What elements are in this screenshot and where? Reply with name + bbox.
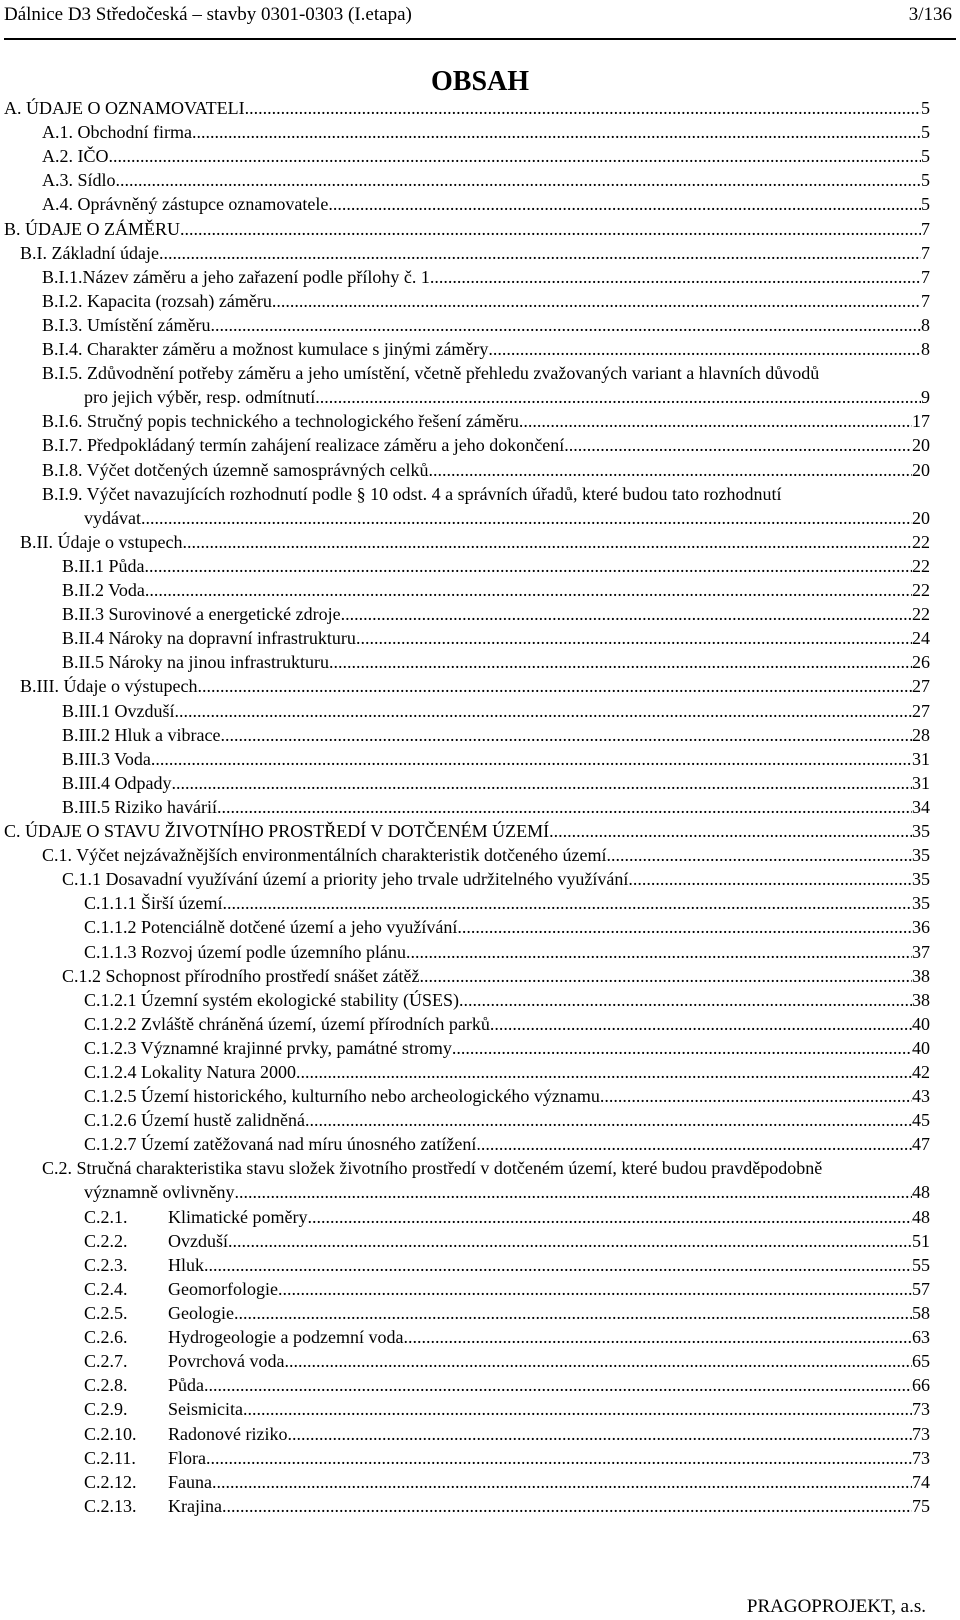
- toc-page-number: 38: [912, 989, 930, 1010]
- toc-entry[interactable]: [0, 1132, 960, 1156]
- toc-page-number: 73: [912, 1399, 930, 1420]
- toc-page-number: 20: [912, 507, 930, 528]
- toc-entry[interactable]: [0, 843, 960, 867]
- toc-page-number: 74: [912, 1471, 930, 1492]
- dot-leader: [429, 458, 912, 482]
- dot-leader: [452, 1036, 912, 1060]
- toc-title: OBSAH: [430, 66, 530, 97]
- dot-leader: [457, 915, 912, 939]
- toc-entry-text: B.III.4 Odpady: [62, 772, 172, 793]
- toc-entry-text: B.II.4 Nároky na dopravní infrastrukturu: [62, 628, 356, 649]
- toc-entry-text: A. ÚDAJE O OZNAMOVATELI: [4, 98, 245, 118]
- toc-entry-text: C.2. Stručná charakteristika stavu složek životního prostředí v dotčeném území, které budou pravděpodobně: [42, 1158, 823, 1179]
- toc-entry-text: A.4. Oprávněný zástupce oznamovatele: [42, 194, 329, 215]
- toc-page-number: 35: [912, 821, 930, 841]
- toc-entry-text: B.I.8. Výčet dotčených územně samosprávných celků: [42, 459, 429, 480]
- dot-leader: [151, 747, 912, 771]
- toc-entry-text: B.II. Údaje o vstupech: [20, 531, 183, 552]
- toc-entry-text: C.1.2.5 Území historického, kulturního nebo archeologického významu: [84, 1086, 600, 1107]
- toc-entry-text: A.3. Sídlo: [42, 170, 116, 191]
- toc-entry-text: B.I.2. Kapacita (rozsah) záměru: [42, 290, 272, 311]
- toc-page-number: 22: [912, 604, 930, 625]
- dot-leader: [600, 1084, 912, 1108]
- toc-entry[interactable]: [0, 988, 960, 1012]
- toc-entry[interactable]: [0, 1325, 960, 1349]
- toc-page-number: 34: [912, 796, 930, 817]
- toc-page-number: 36: [912, 917, 930, 938]
- toc-entry[interactable]: [0, 674, 960, 698]
- toc-entry[interactable]: [0, 1253, 960, 1277]
- toc-entry-continuation: vydávat: [84, 507, 141, 528]
- toc-entry[interactable]: [0, 458, 960, 482]
- dot-leader: [182, 530, 912, 554]
- dot-leader: [197, 674, 912, 698]
- toc-entry-text: Fauna: [168, 1471, 212, 1492]
- toc-page-number: 43: [912, 1086, 930, 1107]
- toc-entry-continuation: pro jejich výběr, resp. odmítnutí: [84, 387, 316, 408]
- dot-leader: [307, 1205, 912, 1229]
- dot-leader: [245, 96, 921, 120]
- dot-leader: [419, 964, 912, 988]
- toc-entry[interactable]: [0, 819, 960, 843]
- toc-page-number: 58: [912, 1303, 930, 1323]
- toc-entry-number: C.2.3.: [84, 1254, 128, 1275]
- toc-entry[interactable]: [0, 265, 960, 289]
- toc-entry-text: Geologie: [168, 1303, 234, 1323]
- dot-leader: [328, 192, 921, 216]
- toc-page-number: 27: [912, 676, 930, 697]
- toc-page-number: 51: [912, 1230, 930, 1251]
- toc-entry[interactable]: [0, 1229, 960, 1253]
- toc-entry-text: C.1.2 Schopnost přírodního prostředí snášet zátěž: [62, 965, 420, 986]
- toc-entry-number: C.2.7.: [84, 1351, 128, 1372]
- dot-leader: [488, 337, 921, 361]
- toc-entry-text: Povrchová voda: [168, 1351, 285, 1372]
- dot-leader: [519, 409, 912, 433]
- toc-page-number: 31: [912, 748, 930, 769]
- toc-entry[interactable]: [0, 1397, 960, 1421]
- toc-entry[interactable]: [0, 1156, 960, 1204]
- toc-entry[interactable]: [0, 795, 960, 819]
- toc-entry[interactable]: [0, 747, 960, 771]
- toc-entry[interactable]: [0, 337, 960, 361]
- dot-leader: [145, 578, 912, 602]
- toc-entry[interactable]: [0, 554, 960, 578]
- toc-page-number: 63: [912, 1327, 930, 1348]
- toc-page-number: 35: [912, 893, 930, 914]
- toc-entry[interactable]: [0, 1349, 960, 1373]
- toc-entry[interactable]: [0, 1084, 960, 1108]
- dot-leader: [145, 554, 913, 578]
- toc-entry[interactable]: [0, 1205, 960, 1229]
- toc-page-number: 7: [921, 218, 930, 239]
- toc-entry[interactable]: [0, 1494, 960, 1518]
- toc-page-number: 5: [921, 170, 930, 191]
- dot-leader: [217, 795, 912, 819]
- toc-entry-text: C.1.1.1 Širší území: [84, 893, 223, 914]
- toc-page-number: 26: [912, 652, 930, 673]
- toc-entry-text: C.1.2.3 Významné krajinné prvky, památné stromy: [84, 1037, 452, 1058]
- toc-entry[interactable]: [0, 891, 960, 915]
- toc-page-number: 22: [912, 531, 930, 552]
- toc-entry-text: B.I.3. Umístění záměru: [42, 314, 211, 335]
- toc-entry-text: A.2. IČO: [42, 146, 109, 167]
- toc-entry-number: C.2.13.: [84, 1495, 137, 1516]
- toc-entry-text: C.1.1 Dosavadní využívání území a priority jeho trvale udržitelného využívání: [62, 869, 629, 890]
- toc-page-number: 22: [912, 555, 930, 576]
- toc-entry[interactable]: [0, 1422, 960, 1446]
- toc-entry[interactable]: [0, 1373, 960, 1397]
- toc-entry[interactable]: [0, 217, 960, 241]
- toc-entry[interactable]: [0, 1446, 960, 1470]
- dot-leader: [329, 650, 912, 674]
- toc-entry-text: Ovzduší: [168, 1230, 228, 1251]
- toc-entry-text: Seismicita: [168, 1399, 243, 1420]
- dot-leader: [476, 1132, 912, 1156]
- dot-leader: [220, 723, 912, 747]
- dot-leader: [210, 313, 921, 337]
- toc-page-number: 7: [921, 266, 930, 287]
- dot-leader: [180, 217, 921, 241]
- toc-entry[interactable]: [0, 168, 960, 192]
- toc-entry-text: B.I.9. Výčet navazujících rozhodnutí podle § 10 odst. 4 a správních úřadů, které budou tato rozhodnutí: [42, 483, 782, 504]
- toc-page-number: 73: [912, 1423, 930, 1444]
- toc-entry-text: C.1.2.2 Zvláště chráněná území, území přírodních parků: [84, 1013, 490, 1034]
- toc-entry-text: Půda: [168, 1375, 204, 1396]
- toc-entry[interactable]: [0, 1012, 960, 1036]
- toc-page-number: 7: [921, 290, 930, 311]
- toc-page-number: 5: [921, 194, 930, 215]
- toc-entry[interactable]: [0, 433, 960, 457]
- dot-leader: [278, 1277, 912, 1301]
- toc-page-number: 40: [912, 1013, 930, 1034]
- toc-page-number: 47: [912, 1134, 930, 1155]
- document-title: Dálnice D3 Středočeská – stavby 0301-0303 (I.etapa): [4, 4, 412, 25]
- toc-entry[interactable]: [0, 144, 960, 168]
- toc-entry-text: C.1.2.4 Lokality Natura 2000: [84, 1062, 296, 1082]
- toc-entry[interactable]: [0, 602, 960, 626]
- toc-page-number: 35: [912, 845, 930, 866]
- toc-entry-text: Klimatické poměry: [168, 1206, 308, 1227]
- toc-page-number: 42: [912, 1062, 930, 1082]
- page-header: [4, 4, 956, 40]
- toc-page-number: 55: [912, 1254, 930, 1275]
- footer-company: PRAGOPROJEKT, a.s.: [746, 1596, 926, 1617]
- toc-page-number: 65: [912, 1351, 930, 1372]
- toc-page-number: 5: [921, 146, 930, 167]
- toc-entry[interactable]: [0, 361, 960, 409]
- dot-leader: [234, 1180, 912, 1204]
- toc-entry-text: A.1. Obchodní firma: [42, 122, 192, 143]
- toc-entry[interactable]: [0, 96, 960, 120]
- toc-entry[interactable]: [0, 771, 960, 795]
- toc-entry[interactable]: [0, 1036, 960, 1060]
- dot-leader: [490, 1012, 912, 1036]
- toc-entry[interactable]: [0, 723, 960, 747]
- toc-entry-number: C.2.12.: [84, 1471, 137, 1492]
- toc-entry[interactable]: [0, 1301, 960, 1325]
- toc-entry-text: C.1. Výčet nejzávažnějších environmentálních charakteristik dotčeného území: [42, 845, 607, 866]
- dot-leader: [628, 867, 912, 891]
- dot-leader: [222, 1494, 912, 1518]
- dot-leader: [223, 891, 913, 915]
- toc-entry[interactable]: [0, 289, 960, 313]
- toc-page-number: 35: [912, 869, 930, 890]
- dot-leader: [287, 1422, 912, 1446]
- toc-page-number: 8: [921, 339, 930, 359]
- toc-entry[interactable]: [0, 482, 960, 530]
- toc-entry[interactable]: [0, 650, 960, 674]
- toc-page-number: 75: [912, 1495, 930, 1516]
- toc-page-number: 8: [921, 314, 930, 335]
- toc-entry[interactable]: [0, 867, 960, 891]
- dot-leader: [243, 1397, 912, 1421]
- toc-page-number: 9: [921, 387, 930, 408]
- toc-entry-text: B.II.3 Surovinové a energetické zdroje: [62, 604, 341, 625]
- dot-leader: [296, 1060, 912, 1084]
- dot-leader: [606, 843, 912, 867]
- toc-page-number: 66: [912, 1375, 930, 1396]
- toc-entry-continuation: významně ovlivněny: [84, 1182, 235, 1203]
- toc-entry[interactable]: [0, 578, 960, 602]
- toc-page-number: 5: [921, 98, 930, 118]
- dot-leader: [228, 1229, 912, 1253]
- dot-leader: [204, 1373, 912, 1397]
- toc-entry-text: B.II.1 Půda: [62, 555, 145, 576]
- page-number: 3/136: [908, 4, 952, 25]
- dot-leader: [341, 602, 912, 626]
- toc-entry-text: B.I.4. Charakter záměru a možnost kumulace s jinými záměry: [42, 339, 489, 359]
- toc-entry-text: Krajina: [168, 1495, 222, 1516]
- toc-entry[interactable]: [0, 1108, 960, 1132]
- toc-entry-text: Geomorfologie: [168, 1278, 278, 1299]
- toc-page-number: 24: [912, 628, 930, 649]
- toc-entry[interactable]: [0, 940, 960, 964]
- toc-entry-text: B.II.2 Voda: [62, 580, 145, 600]
- toc-page-number: 40: [912, 1037, 930, 1058]
- toc-entry[interactable]: [0, 964, 960, 988]
- dot-leader: [159, 241, 921, 265]
- dot-leader: [272, 289, 921, 313]
- dot-leader: [406, 940, 912, 964]
- toc-entry-text: Flora: [168, 1447, 206, 1468]
- toc-entry-number: C.2.6.: [84, 1327, 128, 1348]
- dot-leader: [212, 1470, 912, 1494]
- toc-page-number: 48: [912, 1182, 930, 1203]
- toc-entry-text: B. ÚDAJE O ZÁMĚRU: [4, 218, 181, 239]
- toc-entry[interactable]: [0, 241, 960, 265]
- toc-entry-text: Hydrogeologie a podzemní voda: [168, 1327, 404, 1348]
- toc-page-number: 57: [912, 1278, 930, 1299]
- toc-entry-text: B.I. Základní údaje: [20, 242, 159, 263]
- dot-leader: [234, 1301, 912, 1325]
- toc-page-number: 20: [912, 459, 930, 480]
- toc-entry[interactable]: [0, 1060, 960, 1084]
- toc-page-number: 38: [912, 965, 930, 986]
- toc-entry-text: Radonové riziko: [168, 1423, 288, 1444]
- toc-entry-text: C.1.2.1 Územní systém ekologické stability (ÚSES): [84, 989, 459, 1010]
- toc-entry[interactable]: [0, 699, 960, 723]
- toc-entry[interactable]: [0, 915, 960, 939]
- toc-entry-number: C.2.2.: [84, 1230, 128, 1251]
- toc-entry-number: C.2.1.: [84, 1206, 128, 1227]
- toc-entry-number: C.2.8.: [84, 1375, 128, 1396]
- toc-entry-text: B.III.1 Ovzduší: [62, 700, 175, 721]
- toc-entry-text: B.III.5 Riziko havárií: [62, 796, 217, 817]
- dot-leader: [284, 1349, 912, 1373]
- toc-page-number: 17: [912, 411, 930, 432]
- toc-page-number: 48: [912, 1206, 930, 1227]
- toc-entry[interactable]: [0, 120, 960, 144]
- toc-entry-text: Hluk: [168, 1254, 204, 1275]
- toc-entry-number: C.2.10.: [84, 1423, 137, 1444]
- toc-page-number: 31: [912, 772, 930, 793]
- toc-entry-text: C.1.2.7 Území zatěžovaná nad míru únosného zatížení: [84, 1134, 477, 1155]
- toc-entry-text: B.III. Údaje o výstupech: [20, 676, 198, 697]
- dot-leader: [549, 819, 912, 843]
- toc-page-number: 28: [912, 724, 930, 745]
- toc-entry-text: B.I.5. Zdůvodnění potřeby záměru a jeho umístění, včetně přehledu zvažovaných variant a hlavních důvodů: [42, 363, 820, 384]
- toc-entry-number: C.2.11.: [84, 1447, 136, 1468]
- toc-entry[interactable]: [0, 1277, 960, 1301]
- dot-leader: [315, 385, 921, 409]
- toc-page-number: 37: [912, 941, 930, 962]
- dot-leader: [116, 168, 921, 192]
- dot-leader: [171, 771, 912, 795]
- dot-leader: [206, 1446, 912, 1470]
- toc-entry[interactable]: [0, 1470, 960, 1494]
- toc-entry-text: B.III.2 Hluk a vibrace: [62, 724, 221, 745]
- toc-page-number: 45: [912, 1110, 930, 1131]
- toc-entry-text: C.1.1.3 Rozvoj území podle územního plánu: [84, 941, 406, 962]
- dot-leader: [564, 433, 912, 457]
- toc-entry[interactable]: [0, 626, 960, 650]
- toc-entry-number: C.2.4.: [84, 1278, 128, 1299]
- toc-entry[interactable]: [0, 530, 960, 554]
- toc-entry-number: C.2.9.: [84, 1399, 128, 1420]
- toc-page-number: 5: [921, 122, 930, 143]
- toc-entry-text: C.1.2.6 Území hustě zalidněná: [84, 1110, 305, 1131]
- toc-entry[interactable]: [0, 313, 960, 337]
- toc-entry-text: B.I.6. Stručný popis technického a technologického řešení záměru: [42, 411, 519, 432]
- dot-leader: [430, 265, 921, 289]
- dot-leader: [459, 988, 912, 1012]
- toc-page-number: 7: [921, 242, 930, 263]
- dot-leader: [204, 1253, 912, 1277]
- toc-entry-text: C.1.1.2 Potenciálně dotčené území a jeho využívání: [84, 917, 458, 938]
- toc-entry-text: B.II.5 Nároky na jinou infrastrukturu: [62, 652, 329, 673]
- dot-leader: [141, 506, 912, 530]
- toc-entry-text: C. ÚDAJE O STAVU ŽIVOTNÍHO PROSTŘEDÍ V DOTČENÉM ÚZEMÍ: [4, 821, 550, 841]
- toc-entry[interactable]: [0, 409, 960, 433]
- dot-leader: [403, 1325, 912, 1349]
- toc-entry-text: B.I.1.Název záměru a jeho zařazení podle přílohy č. 1: [42, 266, 430, 287]
- dot-leader: [356, 626, 912, 650]
- toc-entry-text: B.III.3 Voda: [62, 748, 151, 769]
- toc-entry[interactable]: [0, 192, 960, 216]
- toc-entry-number: C.2.5.: [84, 1303, 128, 1323]
- toc-page-number: 20: [912, 435, 930, 456]
- dot-leader: [109, 144, 922, 168]
- toc-page-number: 27: [912, 700, 930, 721]
- toc-entry-text: B.I.7. Předpokládaný termín zahájení realizace záměru a jeho dokončení: [42, 435, 565, 456]
- dot-leader: [305, 1108, 912, 1132]
- toc-page-number: 73: [912, 1447, 930, 1468]
- dot-leader: [192, 120, 921, 144]
- toc-page-number: 22: [912, 580, 930, 600]
- dot-leader: [174, 699, 912, 723]
